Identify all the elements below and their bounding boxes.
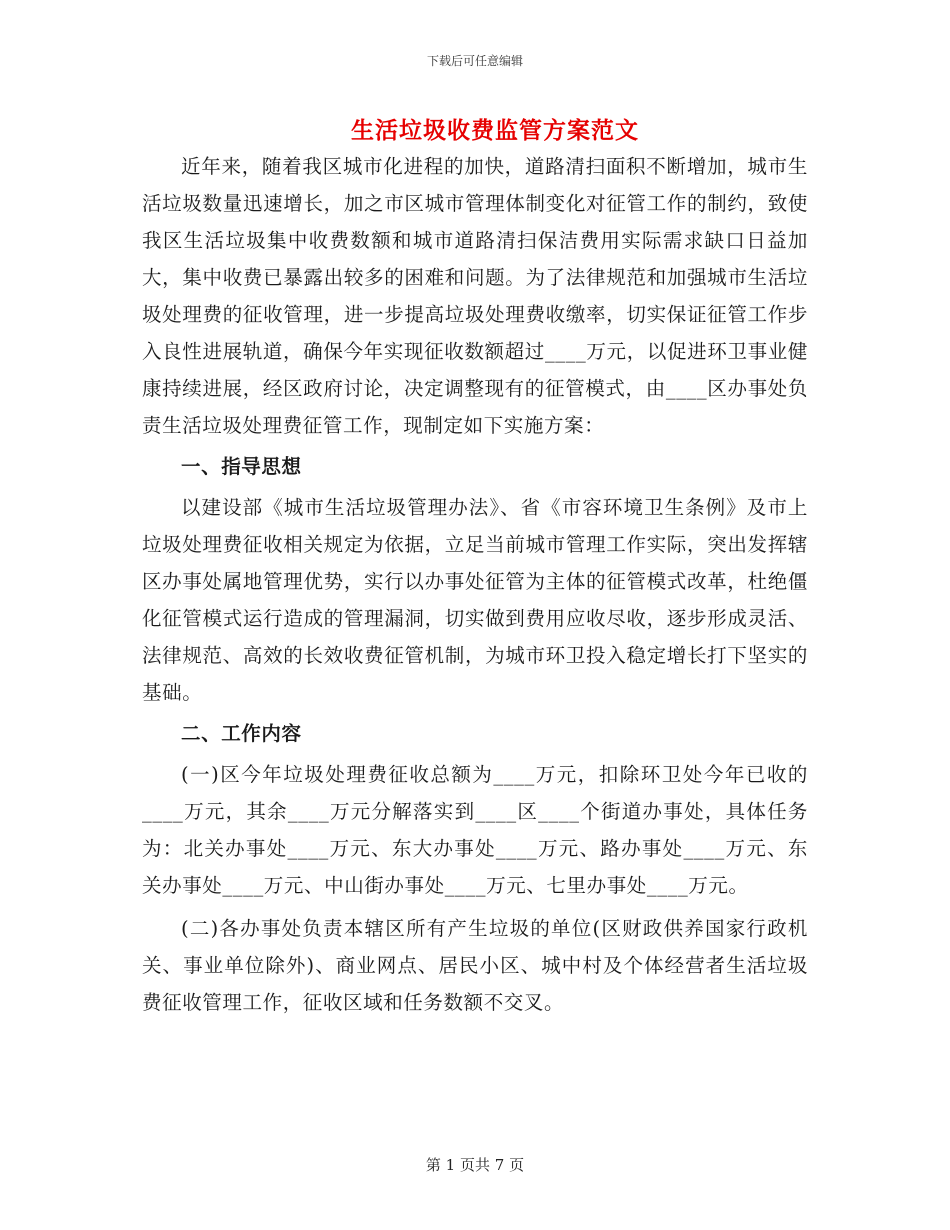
page-footer: 第 1 页共 7 页 — [425, 1156, 525, 1174]
guiding-ideas-paragraph: 以建设部《城市生活垃圾管理办法》、省《市容环境卫生条例》及市上垃圾处理费征收相关规定为依据，立足当前城市管理工作实际，突出发挥辖区办事处属地管理优势，实行以办事处征管为主体的征管模式改革，杜绝僵化征管模式运行造成的管理漏洞，切实做到费用应收尽收，逐步形成灵活、法律规范、高效的长效收费征管机制，为城市环卫投入稳定增长打下坚实的基础。 — [142, 496, 808, 704]
intro-paragraph: 近年来，随着我区城市化进程的加快，道路清扫面积不断增加，城市生活垃圾数量迅速增长，加之市区城市管理体制变化对征管工作的制约，致使我区生活垃圾集中收费数额和城市道路清扫保洁费用实际需求缺口日益加大，集中收费已暴露出较多的困难和问题。为了法律规范和加强城市生活垃圾处理费的征收管理，进一步提高垃圾处理费收缴率，切实保证征管工作步入良性进展轨道，确保今年实现征收数额超过____万元，以促进环卫事业健康持续进展，经区政府讨论，决定调整现有的征管模式，由____区办事处负责生活垃圾处理费征管工作，现制定如下实施方案： — [142, 155, 808, 437]
work-item-1-paragraph: (一)区今年垃圾处理费征收总额为____万元，扣除环卫处今年已收的____万元，其余____万元分解落实到____区____个街道办事处，具体任务为：北关办事处____万元、东大办事处____万元、路办事处____万元、东关办事处____万元、中山街办事处____万元、七里办事处____万元。 — [142, 763, 808, 897]
section-heading-work-content: 二、工作内容 — [181, 722, 302, 745]
work-item-2-paragraph: (二)各办事处负责本辖区所有产生垃圾的单位(区财政供养国家行政机关、事业单位除外)、商业网点、居民小区、城中村及个体经营者生活垃圾费征收管理工作，征收区域和任务数额不交叉。 — [142, 917, 808, 1014]
section-heading-guiding-ideas: 一、指导思想 — [181, 455, 302, 478]
document-title: 生活垃圾收费监管方案范文 — [351, 117, 639, 144]
header-note: 下载后可任意编辑 — [426, 54, 523, 68]
document-body — [142, 148, 808, 1021]
